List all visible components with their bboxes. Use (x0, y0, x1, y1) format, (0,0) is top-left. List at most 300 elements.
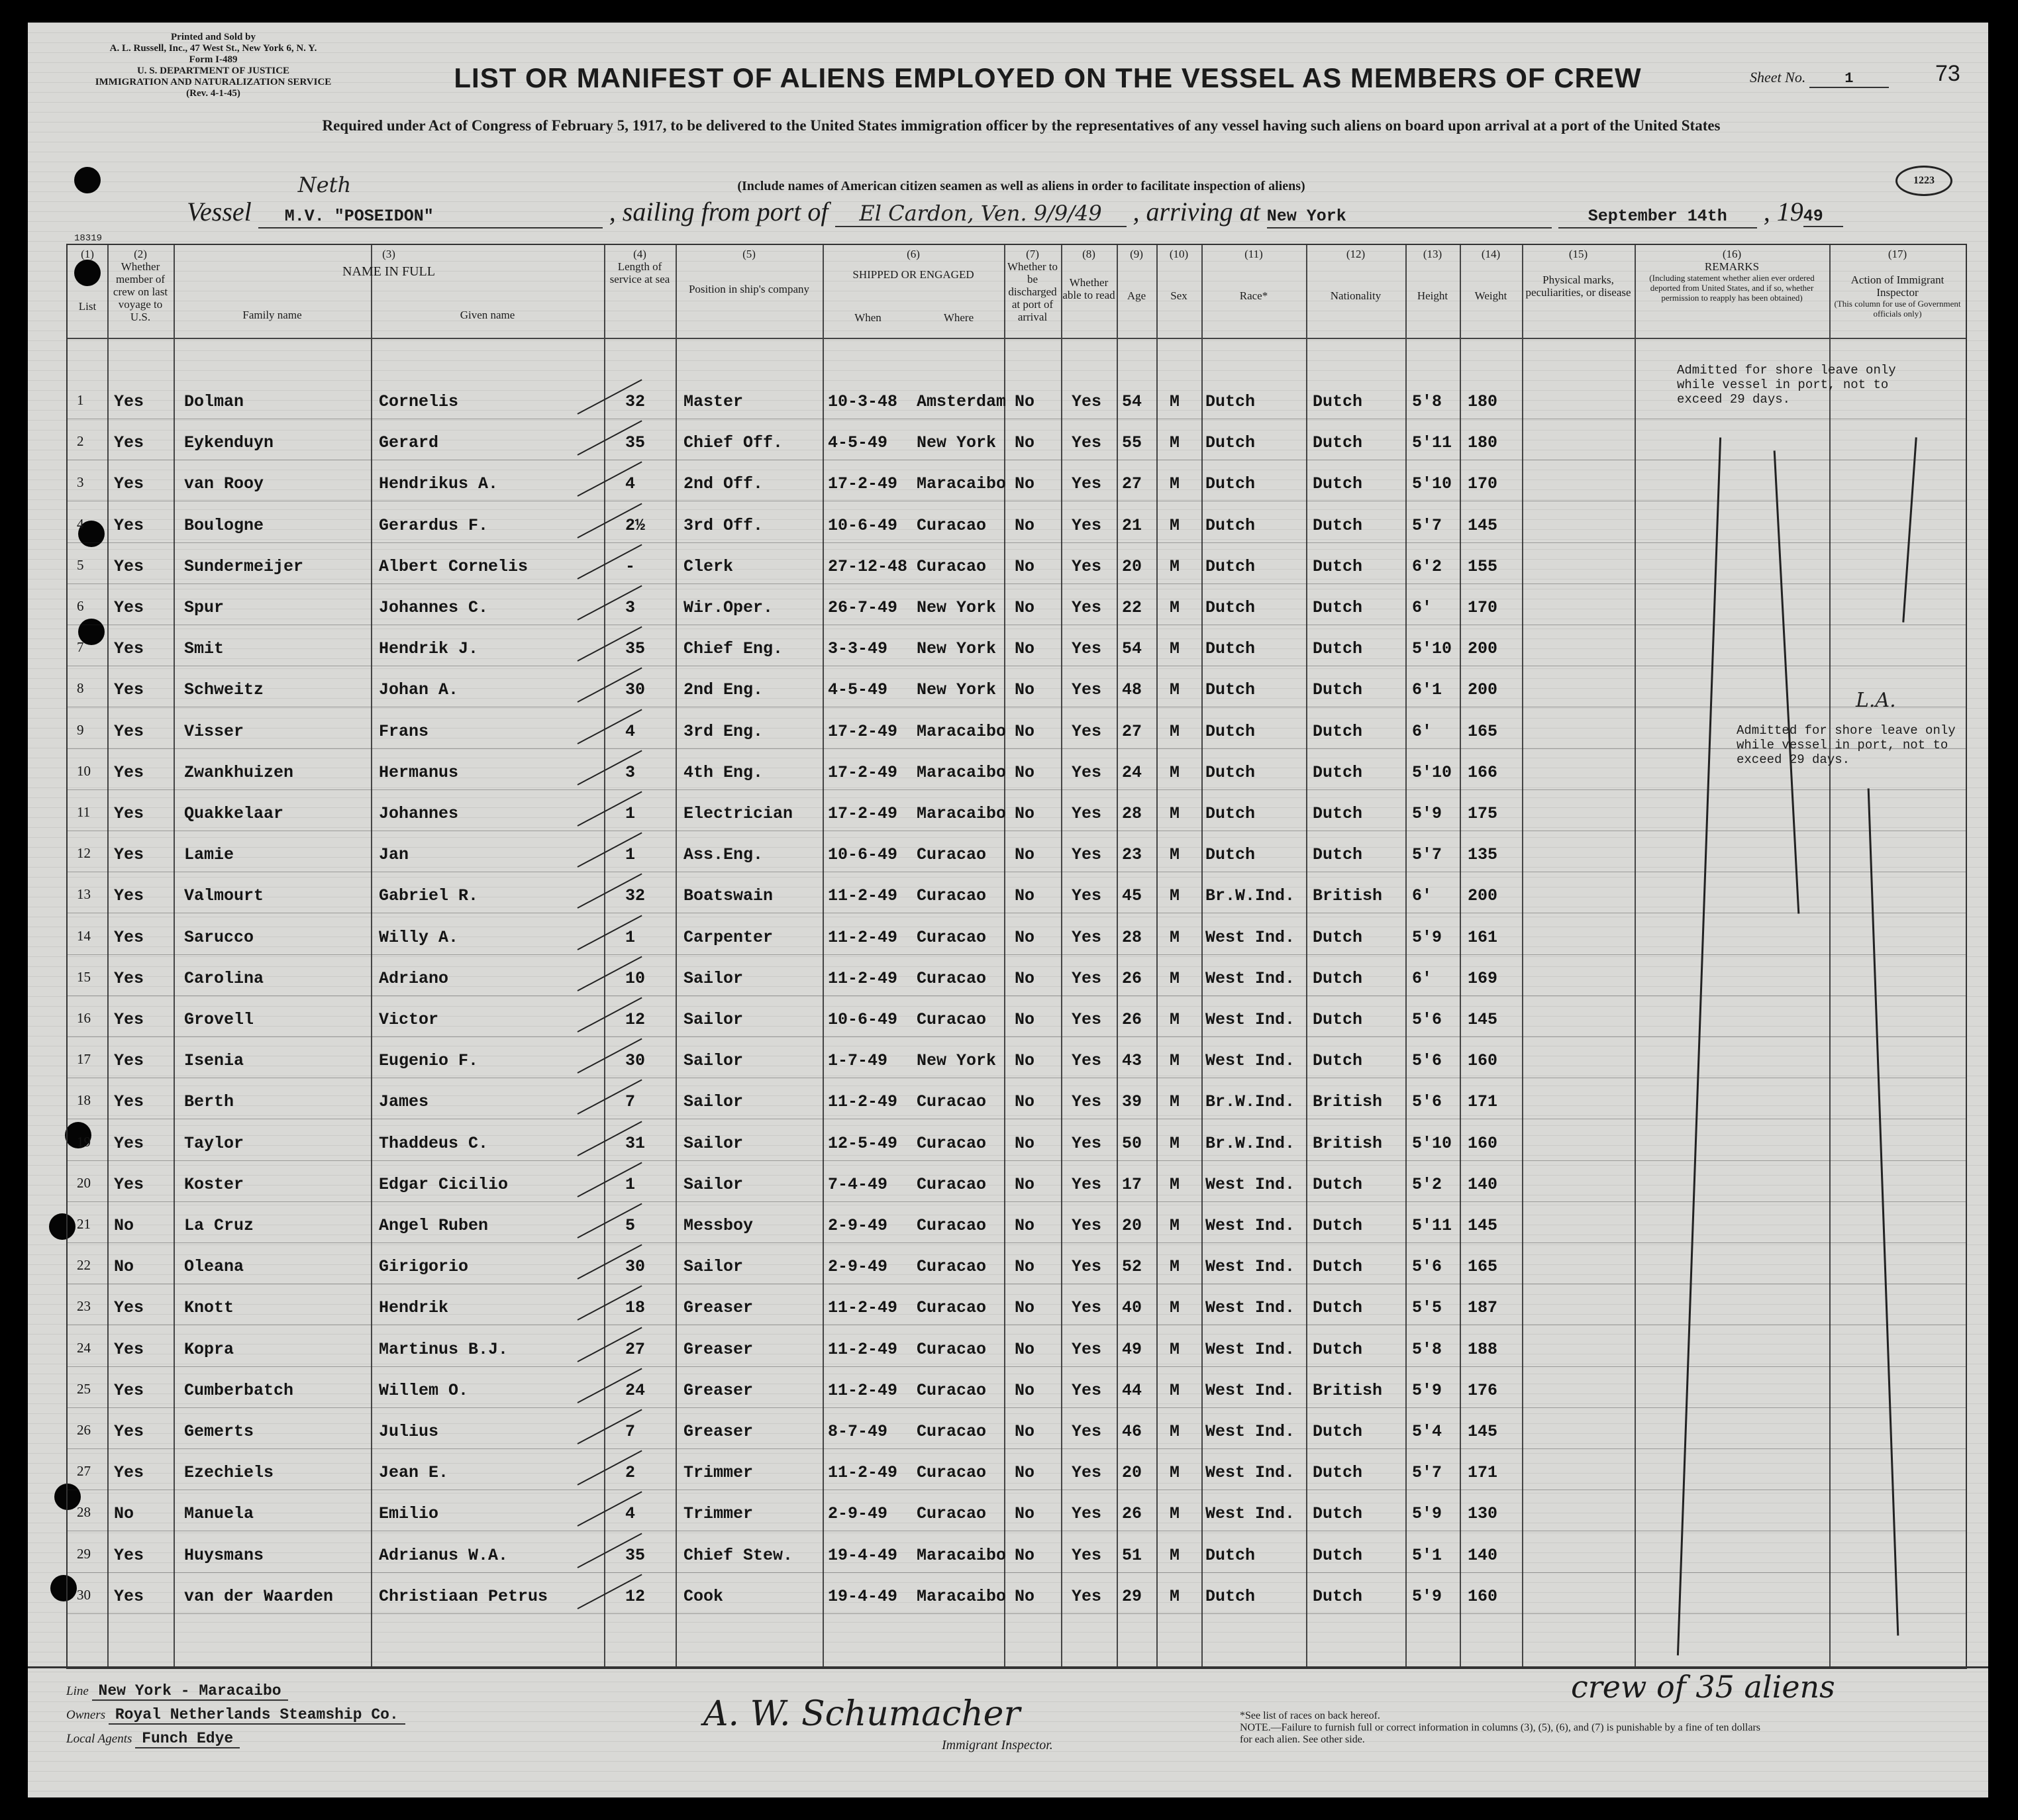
cell-last: Yes (114, 968, 144, 988)
cell-sex: M (1170, 1422, 1180, 1441)
cell-nat: Dutch (1313, 1463, 1363, 1483)
footer-line-label: Line (66, 1684, 89, 1698)
cell-wt: 171 (1468, 1092, 1498, 1112)
cell-nat: British (1313, 886, 1383, 906)
cell-wt: 165 (1468, 721, 1498, 741)
cell-n: 11 (77, 804, 91, 820)
cell-last: Yes (114, 927, 144, 947)
cell-wt: 140 (1468, 1545, 1498, 1565)
printer-imprint (41, 32, 385, 99)
cell-sex: M (1170, 927, 1180, 947)
row-rule (68, 542, 1966, 543)
cell-race: West Ind. (1205, 1174, 1295, 1194)
cell-family: Spur (184, 598, 225, 617)
header-shipped: SHIPPED OR ENGAGED (852, 268, 974, 281)
cell-read: Yes (1072, 1504, 1102, 1524)
footer-agents-label: Local Agents (66, 1732, 132, 1746)
cell-serv: 35 (625, 1545, 646, 1565)
cell-race: Dutch (1205, 845, 1256, 865)
cell-nat: Dutch (1313, 1216, 1363, 1235)
cell-pos: Ass.Eng. (683, 845, 764, 865)
cell-nat: Dutch (1313, 1339, 1363, 1359)
cell-family: Eykenduyn (184, 433, 274, 453)
cell-read: Yes (1072, 515, 1102, 535)
header-read: Whether able to read (1062, 276, 1115, 301)
cell-ht: 5'9 (1412, 927, 1442, 947)
cell-wt: 169 (1468, 968, 1498, 988)
footnote-penalty: NOTE.—Failure to furnish full or correct information in columns (3), (5), (6), and (7) is punishable by a fine of ten dollars for each alien. See other side. (1240, 1722, 1761, 1745)
header-col15: (15) (1568, 248, 1588, 260)
cell-given: Johannes (379, 804, 459, 823)
cell-pos: 3rd Eng. (683, 721, 764, 741)
cell-serv: 1 (625, 804, 636, 823)
cell-sex: M (1170, 1339, 1180, 1359)
cell-where: Maracaibo (917, 804, 1007, 823)
cell-given: Martinus B.J. (379, 1339, 509, 1359)
cell-ht: 5'6 (1412, 1051, 1442, 1071)
cell-n: 12 (77, 845, 91, 862)
cell-ht: 5'8 (1412, 1339, 1442, 1359)
cell-serv: 35 (625, 639, 646, 659)
page-title: LIST OR MANIFEST OF ALIENS EMPLOYED ON THE VESSEL AS MEMBERS OF CREW (454, 62, 1642, 93)
cell-sex: M (1170, 1133, 1180, 1153)
cell-serv: 5 (625, 1216, 636, 1235)
cell-race: West Ind. (1205, 1380, 1295, 1400)
cell-serv: 3 (625, 762, 636, 782)
cell-given: Cornelis (379, 392, 459, 411)
footer-rule (28, 1666, 1988, 1668)
cell-disch: No (1015, 721, 1035, 741)
cell-disch: No (1015, 1339, 1035, 1359)
cell-where: Curacao (917, 1463, 987, 1483)
cell-last: No (114, 1257, 134, 1277)
header-col17: (17) (1888, 248, 1907, 260)
cell-read: Yes (1072, 1216, 1102, 1235)
cell-sex: M (1170, 804, 1180, 823)
cell-n: 17 (77, 1051, 91, 1068)
cell-where: Curacao (917, 1216, 987, 1235)
cell-n: 15 (77, 968, 91, 985)
header-name-in-full: NAME IN FULL (342, 264, 435, 279)
cell-n: 16 (77, 1010, 91, 1026)
cell-disch: No (1015, 1504, 1035, 1524)
cell-family: Smit (184, 639, 225, 659)
footer-agents-value: Funch Edye (135, 1730, 240, 1748)
cell-nat: Dutch (1313, 392, 1363, 411)
cell-nat: Dutch (1313, 1174, 1363, 1194)
cell-pos: Messboy (683, 1216, 754, 1235)
cell-n: 6 (77, 598, 84, 614)
cell-ht: 5'6 (1412, 1257, 1442, 1277)
cell-serv: 12 (625, 1010, 646, 1029)
header-sex: Sex (1170, 289, 1187, 302)
cell-wt: 155 (1468, 556, 1498, 576)
cell-ht: 6' (1412, 598, 1433, 617)
cell-ht: 6' (1412, 886, 1433, 906)
cell-family: van Rooy (184, 474, 264, 494)
cell-read: Yes (1072, 1298, 1102, 1318)
cell-nat: Dutch (1313, 845, 1363, 865)
cell-disch: No (1015, 762, 1035, 782)
cell-disch: No (1015, 1422, 1035, 1441)
cell-where: Maracaibo (917, 721, 1007, 741)
cell-pos: 2nd Off. (683, 474, 764, 494)
cell-last: Yes (114, 598, 144, 617)
cell-serv: 18 (625, 1298, 646, 1318)
cell-race: West Ind. (1205, 1010, 1295, 1029)
cell-ht: 5'7 (1412, 845, 1442, 865)
cell-wt: 187 (1468, 1298, 1498, 1318)
cell-when: 4-5-49 (828, 680, 888, 700)
cell-disch: No (1015, 1174, 1035, 1194)
cell-given: Jan (379, 845, 409, 865)
cell-wt: 180 (1468, 433, 1498, 453)
cell-disch: No (1015, 433, 1035, 453)
cell-ht: 5'2 (1412, 1174, 1442, 1194)
header-col2: (2) (134, 248, 147, 260)
cell-n: 28 (77, 1504, 91, 1521)
cell-pos: 4th Eng. (683, 762, 764, 782)
cell-race: Br.W.Ind. (1205, 1133, 1295, 1153)
cell-nat: Dutch (1313, 556, 1363, 576)
cell-serv: 4 (625, 721, 636, 741)
cell-age: 45 (1122, 886, 1142, 906)
cell-sex: M (1170, 1174, 1180, 1194)
header-length-service: Length of service at sea (609, 260, 670, 285)
cell-disch: No (1015, 598, 1035, 617)
cell-where: Maracaibo (917, 1586, 1007, 1606)
cell-wt: 200 (1468, 639, 1498, 659)
cell-pos: Sailor (683, 1010, 744, 1029)
cell-where: Curacao (917, 1174, 987, 1194)
cell-where: Curacao (917, 1422, 987, 1441)
cell-disch: No (1015, 1051, 1035, 1071)
cell-age: 27 (1122, 721, 1142, 741)
cell-given: Frans (379, 721, 429, 741)
cell-ht: 5'7 (1412, 1463, 1442, 1483)
cell-where: Curacao (917, 1504, 987, 1524)
cell-ht: 5'10 (1412, 1133, 1452, 1153)
cell-disch: No (1015, 392, 1035, 411)
date-field (1558, 196, 1757, 228)
cell-last: Yes (114, 639, 144, 659)
cell-family: Koster (184, 1174, 244, 1194)
cell-age: 40 (1122, 1298, 1142, 1318)
cell-where: Curacao (917, 515, 987, 535)
cell-serv: 7 (625, 1422, 636, 1441)
cell-nat: Dutch (1313, 762, 1363, 782)
cell-race: West Ind. (1205, 1298, 1295, 1318)
cell-serv: 4 (625, 474, 636, 494)
cell-n: 25 (77, 1380, 91, 1397)
crew-count-note: crew of 35 aliens (1571, 1669, 1835, 1705)
cell-serv: 31 (625, 1133, 646, 1153)
cell-disch: No (1015, 1380, 1035, 1400)
cell-sex: M (1170, 1092, 1180, 1112)
cell-family: Boulogne (184, 515, 264, 535)
cell-where: New York (917, 598, 997, 617)
cell-when: 8-7-49 (828, 1422, 888, 1441)
cell-sex: M (1170, 433, 1180, 453)
cell-pos: Sailor (683, 1051, 744, 1071)
header-action: Action of Immigrant Inspector (1850, 274, 1944, 299)
cell-given: Johannes C. (379, 598, 489, 617)
cell-race: West Ind. (1205, 1463, 1295, 1483)
cell-nat: Dutch (1313, 1298, 1363, 1318)
header-col6: (6) (907, 248, 920, 260)
cell-serv: 1 (625, 927, 636, 947)
cell-wt: 176 (1468, 1380, 1498, 1400)
cell-age: 20 (1122, 556, 1142, 576)
cell-pos: Chief Off. (683, 433, 783, 453)
cell-family: Sundermeijer (184, 556, 304, 576)
cell-disch: No (1015, 556, 1035, 576)
cell-when: 11-2-49 (828, 886, 898, 906)
printer-line: U. S. DEPARTMENT OF JUSTICE (136, 66, 290, 76)
cell-nat: Dutch (1313, 639, 1363, 659)
footer-owners-value: Royal Netherlands Steamship Co. (109, 1706, 405, 1725)
cell-wt: 170 (1468, 474, 1498, 494)
cell-disch: No (1015, 1216, 1035, 1235)
cell-n: 8 (77, 680, 84, 697)
cell-read: Yes (1072, 556, 1102, 576)
header-given-name: Given name (460, 309, 515, 321)
cell-ht: 6'1 (1412, 680, 1442, 700)
cell-family: La Cruz (184, 1216, 254, 1235)
cell-n: 27 (77, 1463, 91, 1480)
cell-family: Quakkelaar (184, 804, 284, 823)
cell-last: No (114, 1216, 134, 1235)
cell-race: Dutch (1205, 639, 1256, 659)
cell-family: Knott (184, 1298, 234, 1318)
cell-n: 24 (77, 1339, 91, 1356)
cell-given: Eugenio F. (379, 1051, 479, 1071)
cell-where: Curacao (917, 556, 987, 576)
remark-initials: L.A. (1856, 689, 1896, 712)
cell-sex: M (1170, 1051, 1180, 1071)
cell-wt: 135 (1468, 845, 1498, 865)
cell-read: Yes (1072, 1010, 1102, 1029)
cell-last: Yes (114, 433, 144, 453)
cell-wt: 161 (1468, 927, 1498, 947)
cell-family: Gemerts (184, 1422, 254, 1441)
cell-last: Yes (114, 886, 144, 906)
cell-when: 1-7-49 (828, 1051, 888, 1071)
cell-n: 2 (77, 433, 84, 450)
row-rule (68, 748, 1966, 749)
cell-race: West Ind. (1205, 1051, 1295, 1071)
cell-sex: M (1170, 1298, 1180, 1318)
cell-race: Br.W.Ind. (1205, 1092, 1295, 1112)
signature-label: Immigrant Inspector. (942, 1738, 1053, 1752)
cell-read: Yes (1072, 639, 1102, 659)
sheet-value: 1 (1809, 70, 1889, 88)
cell-last: Yes (114, 1545, 144, 1565)
cell-family: Cumberbatch (184, 1380, 294, 1400)
cell-wt: 140 (1468, 1174, 1498, 1194)
cell-ht: 5'5 (1412, 1298, 1442, 1318)
cell-ht: 6' (1412, 721, 1433, 741)
cell-wt: 180 (1468, 392, 1498, 411)
cell-read: Yes (1072, 1463, 1102, 1483)
header-position: Position in ship's company (688, 283, 810, 295)
cell-family: Kopra (184, 1339, 234, 1359)
cell-age: 54 (1122, 392, 1142, 411)
cell-serv: 1 (625, 1174, 636, 1194)
cell-last: Yes (114, 1380, 144, 1400)
cell-sex: M (1170, 556, 1180, 576)
cell-when: 11-2-49 (828, 1298, 898, 1318)
cell-sex: M (1170, 845, 1180, 865)
cell-family: Schweitz (184, 680, 264, 700)
footer-line-value: New York - Maracaibo (92, 1682, 288, 1701)
header-col14: (14) (1481, 248, 1501, 260)
cell-age: 20 (1122, 1463, 1142, 1483)
cell-wt: 170 (1468, 598, 1498, 617)
cell-age: 55 (1122, 433, 1142, 453)
cell-nat: Dutch (1313, 1545, 1363, 1565)
cell-disch: No (1015, 804, 1035, 823)
cell-nat: Dutch (1313, 804, 1363, 823)
cell-age: 29 (1122, 1586, 1142, 1606)
cell-race: Dutch (1205, 556, 1256, 576)
cell-n: 13 (77, 886, 91, 903)
header-when: When (854, 311, 882, 324)
row-rule (68, 1448, 1966, 1449)
cell-where: Curacao (917, 845, 987, 865)
cell-age: 54 (1122, 639, 1142, 659)
row-rule (68, 583, 1966, 584)
cell-age: 17 (1122, 1174, 1142, 1194)
cell-pos: Chief Eng. (683, 639, 783, 659)
cell-race: Dutch (1205, 598, 1256, 617)
cell-serv: 35 (625, 433, 646, 453)
header-col9: (9) (1130, 248, 1143, 260)
cell-last: Yes (114, 762, 144, 782)
cell-last: Yes (114, 1298, 144, 1318)
cell-given: Christiaan Petrus (379, 1586, 548, 1606)
cell-wt: 165 (1468, 1257, 1498, 1277)
cell-pos: Sailor (683, 1092, 744, 1112)
cell-nat: Dutch (1313, 1257, 1363, 1277)
remark-shore-leave-top: Admitted for shore leave only while vessel in port, not to exceed 29 days. (1677, 363, 1896, 407)
cell-ht: 5'9 (1412, 1380, 1442, 1400)
sheet-label: Sheet No. (1750, 69, 1806, 85)
cell-family: Sarucco (184, 927, 254, 947)
cell-serv: 30 (625, 680, 646, 700)
cell-read: Yes (1072, 1545, 1102, 1565)
port-from: El Cardon, Ven. 9/9/49 (835, 201, 1127, 227)
cell-disch: No (1015, 1463, 1035, 1483)
cell-given: Gabriel R. (379, 886, 479, 906)
form-code: 18319 (74, 233, 103, 244)
cell-where: Curacao (917, 1092, 987, 1112)
cell-when: 17-2-49 (828, 762, 898, 782)
sailing-label: , sailing from port of (609, 197, 829, 227)
cell-age: 49 (1122, 1339, 1142, 1359)
cell-nat: Dutch (1313, 680, 1363, 700)
cell-wt: 160 (1468, 1051, 1498, 1071)
cell-ht: 5'7 (1412, 515, 1442, 535)
cell-race: Dutch (1205, 433, 1256, 453)
cell-when: 11-2-49 (828, 1339, 898, 1359)
header-remarks-note: (Including statement whether alien ever ordered deported from United States, and if so, whether permission to reapply has been obtained) (1649, 273, 1815, 303)
cell-race: West Ind. (1205, 1339, 1295, 1359)
printer-line: Form I-489 (189, 54, 238, 65)
cell-n: 19 (77, 1133, 91, 1150)
cell-serv: 1 (625, 845, 636, 865)
cell-age: 48 (1122, 680, 1142, 700)
header-physical-marks: Physical marks, peculiarities, or disease (1525, 274, 1631, 299)
manifest-sheet (28, 23, 1988, 1797)
cell-age: 39 (1122, 1092, 1142, 1112)
cell-pos: Electrician (683, 804, 793, 823)
cell-last: Yes (114, 845, 144, 865)
cell-given: Edgar Cicilio (379, 1174, 509, 1194)
cell-race: West Ind. (1205, 1257, 1295, 1277)
cell-wt: 145 (1468, 1010, 1498, 1029)
cell-serv: 30 (625, 1051, 646, 1071)
cell-read: Yes (1072, 1174, 1102, 1194)
cell-read: Yes (1072, 392, 1102, 411)
cell-where: Maracaibo (917, 762, 1007, 782)
cell-n: 29 (77, 1545, 91, 1562)
cell-where: Curacao (917, 1010, 987, 1029)
cell-nat: Dutch (1313, 598, 1363, 617)
cell-read: Yes (1072, 680, 1102, 700)
cell-sex: M (1170, 1380, 1180, 1400)
header-col11: (11) (1244, 248, 1263, 260)
cell-last: Yes (114, 1174, 144, 1194)
cell-n: 7 (77, 639, 84, 656)
header-col10: (10) (1169, 248, 1189, 260)
cell-given: Hendrik (379, 1298, 449, 1318)
cell-when: 10-6-49 (828, 515, 898, 535)
arriving-label: , arriving at (1133, 197, 1260, 227)
cell-wt: 145 (1468, 515, 1498, 535)
vessel-name-field (258, 172, 603, 228)
cell-family: Isenia (184, 1051, 244, 1071)
cell-where: Amsterdam (917, 392, 1007, 411)
cell-wt: 175 (1468, 804, 1498, 823)
cell-ht: 5'1 (1412, 1545, 1442, 1565)
cell-disch: No (1015, 1133, 1035, 1153)
cell-read: Yes (1072, 1257, 1102, 1277)
cell-where: Curacao (917, 1257, 987, 1277)
cell-when: 10-6-49 (828, 845, 898, 865)
cell-where: Curacao (917, 1298, 987, 1318)
footer-owners-field (66, 1706, 405, 1725)
cell-read: Yes (1072, 1422, 1102, 1441)
cell-when: 19-4-49 (828, 1545, 898, 1565)
cell-pos: Greaser (683, 1339, 754, 1359)
cell-read: Yes (1072, 968, 1102, 988)
cell-race: Dutch (1205, 804, 1256, 823)
cell-when: 2-9-49 (828, 1504, 888, 1524)
cell-n: 3 (77, 474, 84, 491)
cell-wt: 145 (1468, 1216, 1498, 1235)
cell-age: 46 (1122, 1422, 1142, 1441)
cell-nat: Dutch (1313, 968, 1363, 988)
ditto-line (1774, 450, 1800, 913)
cell-wt: 200 (1468, 886, 1498, 906)
ditto-line (1677, 438, 1721, 1656)
row-rule (68, 1613, 1966, 1614)
cell-sex: M (1170, 1216, 1180, 1235)
cell-ht: 5'11 (1412, 433, 1452, 453)
year-prefix: , 19 (1763, 197, 1803, 227)
cell-last: Yes (114, 1463, 144, 1483)
